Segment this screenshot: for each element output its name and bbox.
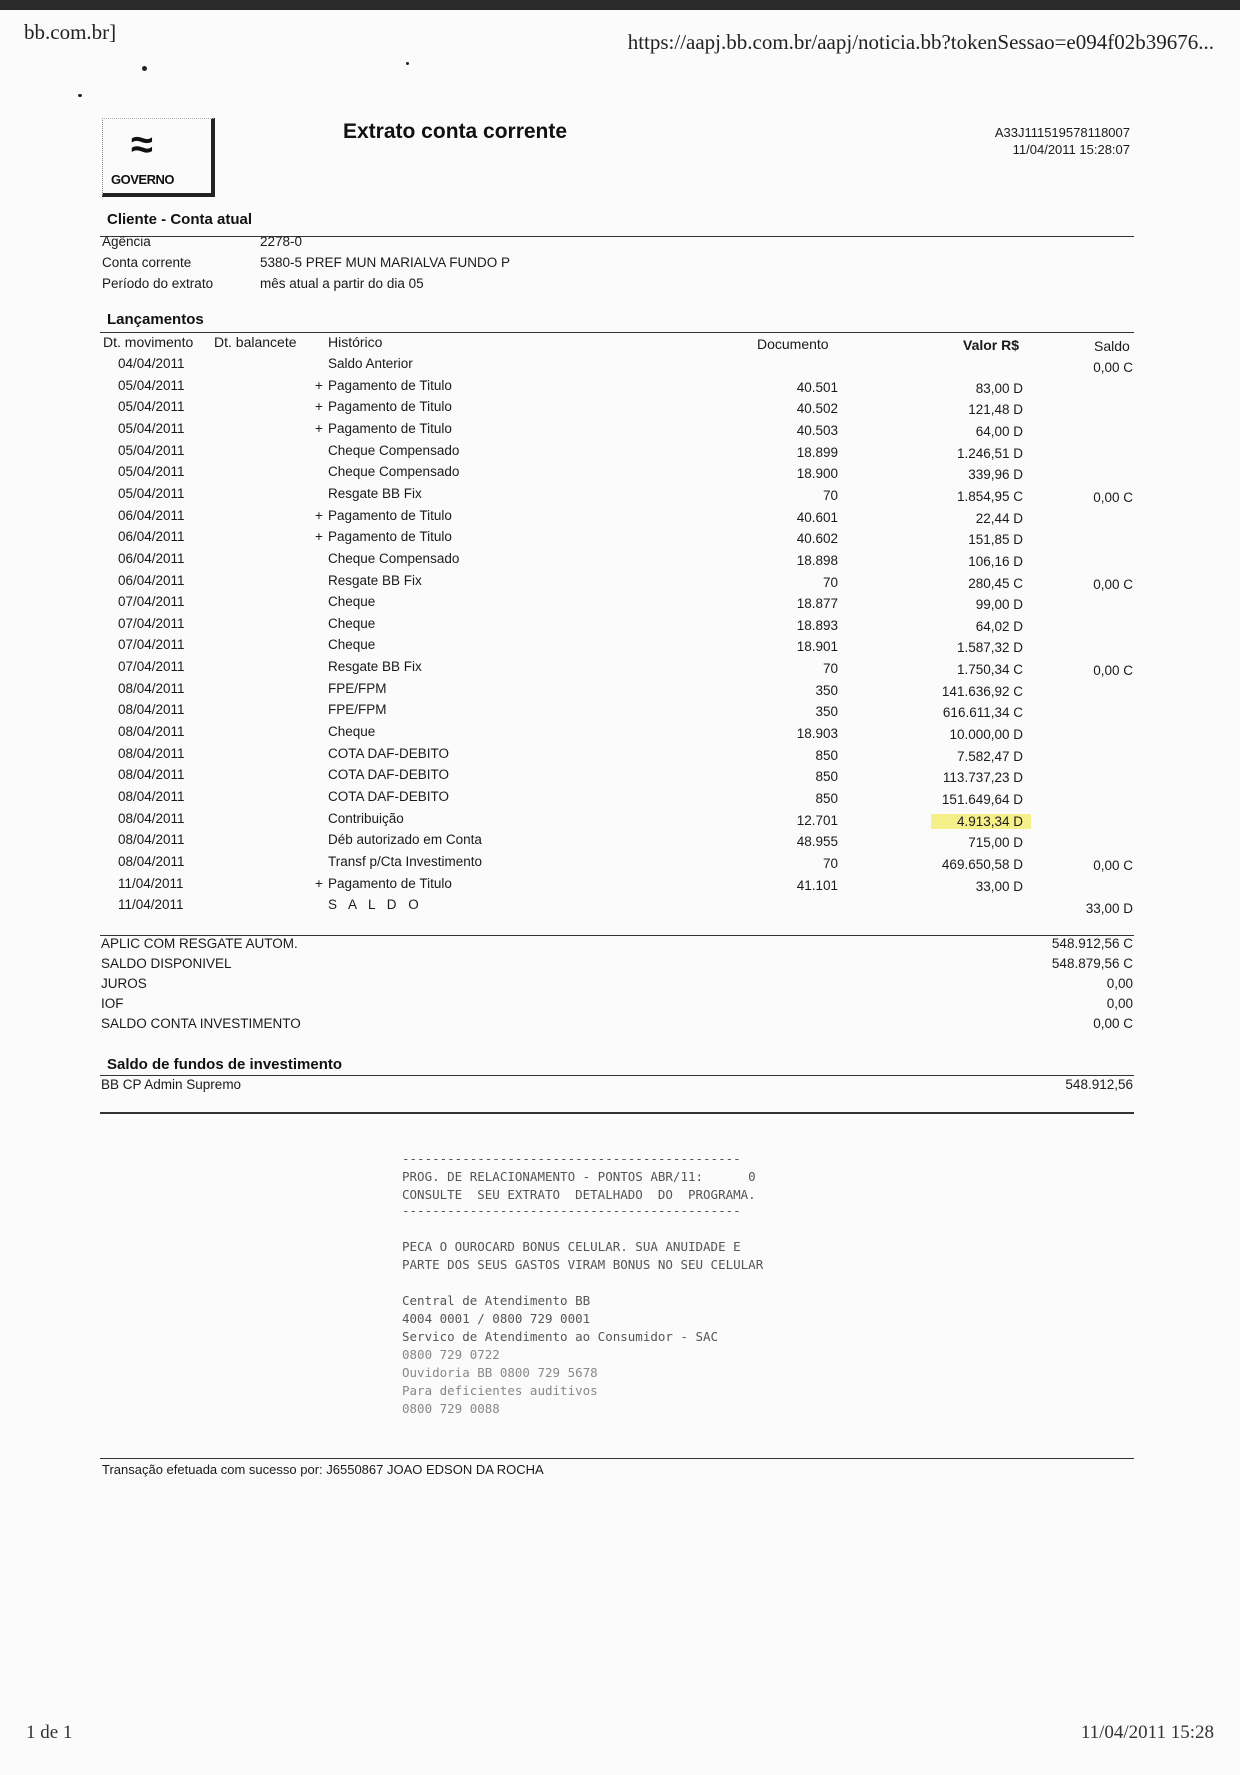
table-row <box>0 767 1240 789</box>
cell-historico: Cheque <box>328 724 376 739</box>
atendimento-2: 4004 0001 / 0800 729 0001 <box>402 1311 591 1326</box>
cell-historico: Pagamento de Titulo <box>328 508 452 523</box>
statement-id: A33J111519578118007 <box>994 125 1130 140</box>
plus-marker: + <box>315 378 323 393</box>
resumo-row <box>0 1016 1240 1036</box>
cell-historico: Pagamento de Titulo <box>328 399 452 414</box>
cell-saldo: 0,00 C <box>1093 577 1133 592</box>
dash-line: --------------------------------------------- <box>402 1151 741 1166</box>
table-row <box>0 421 1240 443</box>
cell-historico: Cheque Compensado <box>328 443 460 458</box>
cell-documento: 850 <box>815 791 838 806</box>
cell-dt-movimento: 08/04/2011 <box>118 746 185 761</box>
table-row <box>0 832 1240 854</box>
cell-valor: 1.246,51 D <box>956 446 1023 461</box>
fundo-value: 548.912,56 <box>1065 1077 1133 1092</box>
cell-dt-movimento: 08/04/2011 <box>118 789 185 804</box>
cell-historico: Contribuição <box>328 811 404 826</box>
cliente-heading: Cliente - Conta atual <box>107 211 253 228</box>
cell-valor: 469.650,58 D <box>941 857 1023 872</box>
cell-documento: 18.901 <box>796 639 838 654</box>
table-row <box>0 573 1240 595</box>
divider <box>100 1112 1134 1114</box>
cell-documento: 850 <box>815 748 838 763</box>
table-row <box>0 897 1240 919</box>
cell-documento: 18.903 <box>796 726 838 741</box>
plus-marker: + <box>315 399 323 414</box>
cell-dt-movimento: 05/04/2011 <box>118 486 185 501</box>
table-row <box>0 702 1240 724</box>
cell-documento: 40.502 <box>796 401 838 416</box>
table-row <box>0 356 1240 378</box>
cell-dt-movimento: 08/04/2011 <box>118 811 185 826</box>
cell-historico: FPE/FPM <box>328 702 387 717</box>
cell-saldo: 0,00 C <box>1093 360 1133 375</box>
cell-historico: Resgate BB Fix <box>328 573 422 588</box>
resumo-label: IOF <box>101 996 124 1011</box>
top-edge <box>0 0 1240 10</box>
table-row <box>0 594 1240 616</box>
cell-dt-movimento: 06/04/2011 <box>118 529 185 544</box>
cell-dt-movimento: 05/04/2011 <box>118 421 185 436</box>
resumo-row <box>0 956 1240 976</box>
cell-documento: 350 <box>815 704 838 719</box>
table-row <box>0 508 1240 530</box>
table-row <box>0 616 1240 638</box>
table-row <box>0 746 1240 768</box>
fundo-label: BB CP Admin Supremo <box>101 1077 242 1092</box>
cell-valor: 151,85 D <box>968 532 1023 547</box>
cell-historico: Cheque <box>328 616 376 631</box>
resumo-label: JUROS <box>101 976 147 991</box>
logo-text: GOVERNO <box>111 172 174 187</box>
cell-documento: 18.893 <box>796 618 838 633</box>
table-row <box>0 378 1240 400</box>
cell-dt-movimento: 05/04/2011 <box>118 378 185 393</box>
cell-documento: 18.898 <box>796 553 838 568</box>
cell-saldo: 0,00 C <box>1093 663 1133 678</box>
cell-dt-movimento: 05/04/2011 <box>118 399 185 414</box>
resumo-value: 548.912,56 C <box>1051 936 1133 951</box>
cell-documento: 70 <box>822 661 838 676</box>
cell-dt-movimento: 05/04/2011 <box>118 464 185 479</box>
cell-documento: 850 <box>815 769 838 784</box>
cell-valor: 99,00 D <box>975 597 1023 612</box>
cell-documento: 40.503 <box>796 423 838 438</box>
cell-dt-movimento: 06/04/2011 <box>118 573 185 588</box>
browser-domain: bb.com.br] <box>24 20 117 44</box>
prog-line-1: PROG. DE RELACIONAMENTO - PONTOS ABR/11: 0 <box>402 1169 756 1184</box>
col-valor: Valor R$ <box>963 337 1020 353</box>
scan-speck <box>142 66 147 71</box>
cell-historico: Pagamento de Titulo <box>328 876 452 891</box>
cell-historico: Pagamento de Titulo <box>328 421 452 436</box>
scan-speck <box>78 94 82 97</box>
cell-valor: 1.750,34 C <box>956 662 1023 677</box>
atendimento-7: 0800 729 0088 <box>402 1401 500 1416</box>
print-datetime: 11/04/2011 15:28 <box>1080 1722 1214 1743</box>
cell-historico: Pagamento de Titulo <box>328 529 452 544</box>
lancamentos-heading: Lançamentos <box>107 311 204 328</box>
cell-dt-movimento: 07/04/2011 <box>118 637 185 652</box>
table-row <box>0 681 1240 703</box>
cell-dt-movimento: 11/04/2011 <box>118 876 184 891</box>
cell-valor: 7.582,47 D <box>956 749 1023 764</box>
cell-documento: 350 <box>815 683 838 698</box>
cell-dt-movimento: 08/04/2011 <box>118 767 185 782</box>
table-row <box>0 486 1240 508</box>
plus-marker: + <box>315 529 323 544</box>
cell-historico: Cheque Compensado <box>328 464 460 479</box>
conta-label: Conta corrente <box>102 255 192 270</box>
scan-speck <box>406 62 409 65</box>
cell-dt-movimento: 11/04/2011 <box>118 897 184 912</box>
cell-saldo: 33,00 D <box>1085 901 1133 916</box>
cell-valor: 33,00 D <box>975 879 1023 894</box>
cell-saldo: 0,00 C <box>1093 858 1133 873</box>
resumo-value: 0,00 C <box>1093 1016 1133 1031</box>
bb-logo-icon: ≈ <box>131 123 153 167</box>
table-row <box>0 724 1240 746</box>
resumo-label: APLIC COM RESGATE AUTOM. <box>101 936 298 951</box>
cell-documento: 70 <box>822 856 838 871</box>
cell-saldo: 0,00 C <box>1093 490 1133 505</box>
cell-valor: 64,00 D <box>975 424 1023 439</box>
table-row <box>0 789 1240 811</box>
cell-valor: 616.611,34 C <box>942 705 1023 720</box>
cell-dt-movimento: 07/04/2011 <box>118 594 185 609</box>
cell-historico: Déb autorizado em Conta <box>328 832 482 847</box>
cell-valor: 4.913,34 D <box>931 814 1031 829</box>
cell-historico: Pagamento de Titulo <box>328 378 452 393</box>
divider <box>100 1075 1134 1076</box>
table-row <box>0 551 1240 573</box>
cell-historico: COTA DAF-DEBITO <box>328 746 450 761</box>
resumo-value: 0,00 <box>1106 996 1133 1011</box>
bb-governo-logo <box>102 118 215 197</box>
cell-documento: 18.900 <box>796 466 838 481</box>
cell-dt-movimento: 06/04/2011 <box>118 551 185 566</box>
cell-valor: 83,00 D <box>975 381 1023 396</box>
table-row <box>0 854 1240 876</box>
divider <box>100 332 1134 333</box>
plus-marker: + <box>315 421 323 436</box>
col-dt-movimento: Dt. movimento <box>103 334 194 350</box>
cell-historico: FPE/FPM <box>328 681 387 696</box>
resumo-value: 0,00 <box>1106 976 1133 991</box>
cell-dt-movimento: 08/04/2011 <box>118 681 185 696</box>
col-saldo: Saldo <box>1094 338 1130 354</box>
cell-documento: 18.899 <box>796 445 838 460</box>
fundos-heading: Saldo de fundos de investimento <box>107 1056 343 1073</box>
cell-historico: Cheque <box>328 594 376 609</box>
periodo-label: Período do extrato <box>102 276 214 291</box>
cell-valor: 22,44 D <box>975 511 1023 526</box>
cell-dt-movimento: 06/04/2011 <box>118 508 185 523</box>
col-historico: Histórico <box>328 334 383 350</box>
cell-historico: Transf p/Cta Investimento <box>328 854 483 869</box>
ourocard-line-1: PECA O OUROCARD BONUS CELULAR. SUA ANUIDADE E <box>402 1239 741 1254</box>
cell-documento: 12.701 <box>796 813 838 828</box>
resumo-row <box>0 936 1240 956</box>
transacao-text: Transação efetuada com sucesso por: J6550867 JOAO EDSON DA ROCHA <box>102 1462 544 1477</box>
fundo-row <box>0 1077 1240 1097</box>
cell-historico: Resgate BB Fix <box>328 486 422 501</box>
cell-valor: 280,45 C <box>968 576 1023 591</box>
cell-dt-movimento: 08/04/2011 <box>118 702 185 717</box>
cell-valor: 113.737,23 D <box>942 770 1023 785</box>
atendimento-3: Servico de Atendimento ao Consumidor - SAC <box>402 1329 719 1344</box>
conta-value: 5380-5 PREF MUN MARIALVA FUNDO P <box>260 255 511 270</box>
table-row <box>0 443 1240 465</box>
cell-historico: S A L D O <box>328 897 423 912</box>
cell-dt-movimento: 05/04/2011 <box>118 443 185 458</box>
cell-dt-movimento: 07/04/2011 <box>118 616 185 631</box>
table-row <box>0 659 1240 681</box>
table-row <box>0 811 1240 833</box>
table-row <box>0 399 1240 421</box>
table-row <box>0 529 1240 551</box>
resumo-label: SALDO DISPONIVEL <box>101 956 232 971</box>
resumo-label: SALDO CONTA INVESTIMENTO <box>101 1016 301 1031</box>
cell-valor: 715,00 D <box>968 835 1023 850</box>
table-row <box>0 637 1240 659</box>
cell-valor: 1.854,95 C <box>956 489 1023 504</box>
atendimento-4: 0800 729 0722 <box>402 1347 500 1362</box>
agencia-label: Agência <box>102 234 151 249</box>
table-row <box>0 876 1240 898</box>
cell-documento: 40.501 <box>796 380 838 395</box>
cell-documento: 70 <box>822 575 838 590</box>
cell-historico: Saldo Anterior <box>328 356 413 371</box>
cell-documento: 40.602 <box>796 531 838 546</box>
resumo-row <box>0 996 1240 1016</box>
cell-dt-movimento: 04/04/2011 <box>118 356 185 371</box>
cell-historico: Cheque <box>328 637 376 652</box>
plus-marker: + <box>315 508 323 523</box>
statement-datetime: 11/04/2011 15:28:07 <box>1012 142 1130 157</box>
cell-valor: 339,96 D <box>968 467 1023 482</box>
divider <box>100 1458 1134 1459</box>
cell-dt-movimento: 08/04/2011 <box>118 854 185 869</box>
cell-valor: 121,48 D <box>968 402 1023 417</box>
resumo-value: 548.879,56 C <box>1051 956 1133 971</box>
resumo-row <box>0 976 1240 996</box>
cell-documento: 70 <box>822 488 838 503</box>
cell-documento: 41.101 <box>796 878 838 893</box>
cell-valor: 106,16 D <box>968 554 1023 569</box>
prog-line-2: CONSULTE SEU EXTRATO DETALHADO DO PROGRAMA. <box>402 1187 756 1202</box>
cell-valor: 141.636,92 C <box>941 684 1023 699</box>
cell-historico: COTA DAF-DEBITO <box>328 789 450 804</box>
col-dt-balancete: Dt. balancete <box>214 334 297 350</box>
plus-marker: + <box>315 876 323 891</box>
col-documento: Documento <box>757 336 829 352</box>
cell-dt-movimento: 07/04/2011 <box>118 659 185 674</box>
atendimento-1: Central de Atendimento BB <box>402 1293 591 1308</box>
cell-dt-movimento: 08/04/2011 <box>118 724 185 739</box>
atendimento-5: Ouvidoria BB 0800 729 5678 <box>402 1365 598 1380</box>
dash-line: --------------------------------------------- <box>402 1203 741 1218</box>
cell-historico: COTA DAF-DEBITO <box>328 767 450 782</box>
cell-documento: 18.877 <box>796 596 838 611</box>
cell-documento: 40.601 <box>796 510 838 525</box>
page-number: 1 de 1 <box>26 1722 73 1743</box>
cell-historico: Resgate BB Fix <box>328 659 422 674</box>
cell-historico: Cheque Compensado <box>328 551 460 566</box>
divider <box>100 236 1134 237</box>
cell-valor: 151.649,64 D <box>941 792 1023 807</box>
periodo-value: mês atual a partir do dia 05 <box>260 276 424 291</box>
table-row <box>0 464 1240 486</box>
cell-valor: 64,02 D <box>975 619 1023 634</box>
statement-code <box>995 124 1130 158</box>
page-title: Extrato conta corrente <box>343 120 568 143</box>
agencia-value: 2278-0 <box>260 234 303 249</box>
atendimento-6: Para deficientes auditivos <box>402 1383 598 1398</box>
cell-dt-movimento: 08/04/2011 <box>118 832 185 847</box>
cell-valor: 10.000,00 D <box>949 727 1023 742</box>
ourocard-line-2: PARTE DOS SEUS GASTOS VIRAM BONUS NO SEU CELULAR <box>402 1257 764 1272</box>
cell-valor: 1.587,32 D <box>956 640 1023 655</box>
cell-documento: 48.955 <box>796 834 838 849</box>
browser-url[interactable]: https://aapj.bb.com.br/aapj/noticia.bb?tokenSessao=e094f02b39676... <box>627 30 1214 54</box>
